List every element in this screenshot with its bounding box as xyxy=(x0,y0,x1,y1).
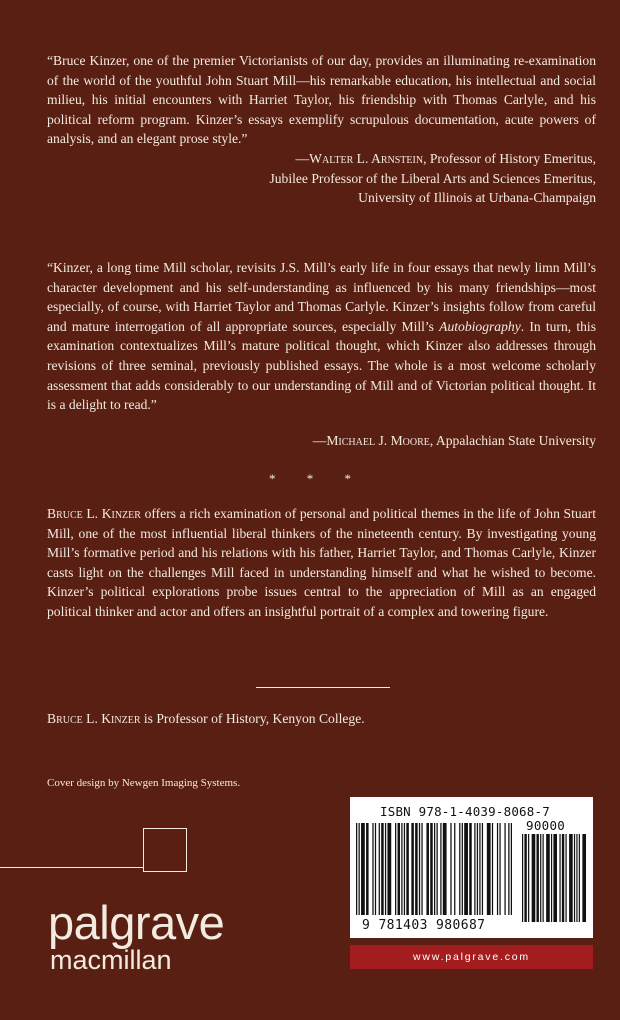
author-bio-name: Bruce L. Kinzer xyxy=(47,711,141,726)
barcode-bar xyxy=(379,823,380,915)
barcode-bar xyxy=(540,834,541,922)
cover-credit: Cover design by Newgen Imaging Systems. xyxy=(47,777,241,789)
barcode-main-bars xyxy=(356,823,512,915)
barcode-bar xyxy=(361,823,365,915)
barcode-bar xyxy=(434,823,435,915)
barcode-bar xyxy=(385,823,386,915)
horizontal-rule xyxy=(256,687,390,688)
blurb-moore-book-title: Autobiography xyxy=(439,318,521,334)
barcode-bar xyxy=(479,823,480,915)
blurb-moore-quote xyxy=(47,258,596,415)
blurb-moore-attribution xyxy=(36,431,596,451)
logo-wordmark: palgrave xyxy=(48,896,225,949)
blurb-arnstein-quote: “Bruce Kinzer, one of the premier Victorianists of our day, provides an illuminating re-examination of the world of the youthful John Stuart Mill—his remarkable education, his intellectual and social milieu, his initial encounters with Harriet Taylor, his friendship with Thomas Carlyle, and his political reform program. Kinzer’s essays exemplify scrupulous documentation, acute powers of analysis, and an elegant prose style.” xyxy=(47,53,596,147)
attribution-arnstein-title: , Professor of History Emeritus, xyxy=(423,151,596,166)
barcode-bar xyxy=(536,834,538,922)
barcode-bar xyxy=(440,823,441,915)
barcode-bar xyxy=(474,823,475,915)
blurb-arnstein-attribution xyxy=(36,149,596,208)
barcode-bar xyxy=(401,823,402,915)
barcode-bar xyxy=(499,823,500,915)
decorative-square xyxy=(143,828,187,872)
barcode-bar xyxy=(562,834,564,922)
barcode-bar xyxy=(366,823,369,915)
book-description xyxy=(47,504,596,622)
barcode-bar xyxy=(524,834,526,922)
barcode-bar xyxy=(482,823,483,915)
attribution-arnstein-line-2: Jubilee Professor of the Liberal Arts and Sciences Emeritus, xyxy=(269,170,596,186)
barcode-bar xyxy=(574,834,575,922)
barcode-digits: 9 781403 980687 xyxy=(362,918,486,933)
attribution-arnstein-line-3: University of Illinois at Urbana-Champaign xyxy=(358,190,596,206)
barcode-bar xyxy=(356,823,357,915)
barcode-bar xyxy=(437,823,438,915)
barcode-bar xyxy=(459,823,460,915)
barcode-bar xyxy=(553,834,557,922)
barcode-bar xyxy=(546,834,550,922)
barcode-bar xyxy=(504,823,505,915)
barcode-bar xyxy=(569,834,573,922)
description-text: offers a rich examination of personal and political themes in the life of John Stuart Mill, one of the most influential liberal thinkers of the nineteenth century. By investigating young Mill’s formative period and his relations with his father, Harriet Taylor, and Thomas Carlyle, Kinzer casts light on the challenges Mill faced in understanding himself and what he wished to become. Kinzer’s political explorations probe issues central to the appreciation of Mill as an engaged political thinker and actor and offers an insightful portrait of a complex and towering figure. xyxy=(47,506,596,619)
barcode-bar xyxy=(576,834,577,922)
attribution-moore-name: —Michael J. Moore xyxy=(312,433,430,448)
blurb-moore-text-after: . In turn, this examination contextualizes Mill’s mature political thought, which Kinzer also addresses through revisions of three seminal, previously published essays. The whole is a most welcome scholarly assessment that adds considerably to our understanding of Mill and of Victorian political thought. It is a delight to read.” xyxy=(47,318,596,413)
barcode-bar xyxy=(450,823,451,915)
barcode-bar xyxy=(582,834,586,922)
barcode-bar xyxy=(579,834,580,922)
barcode-bar xyxy=(464,823,468,915)
description-author-name: Bruce L. Kinzer xyxy=(47,506,141,521)
barcode-bar xyxy=(395,823,396,915)
section-separator: * * * xyxy=(269,471,365,486)
barcode-bar xyxy=(497,823,498,915)
author-bio-text: is Professor of History, Kenyon College. xyxy=(140,711,365,726)
blurb-moore-text-before: “Kinzer, a long time Mill scholar, revisits J.S. Mill’s early life in four essays that newly limn Mill’s character development and his self-understanding as influenced by his many friendships—most especially, of course, with Harriet Taylor and Thomas Carlyle. Kinzer’s insights follow from careful and mature interrogation of all appropriate sources, especially Mill’s xyxy=(47,260,596,334)
attribution-moore-line xyxy=(36,431,596,451)
barcode-bar xyxy=(411,823,414,915)
attribution-arnstein-line-1 xyxy=(36,149,596,169)
barcode-addon-label: 90000 xyxy=(526,818,566,833)
barcode-bar xyxy=(359,823,360,915)
barcode-bar xyxy=(381,823,384,915)
barcode-bar xyxy=(543,834,544,922)
barcode-bar xyxy=(492,823,493,915)
barcode-bar xyxy=(426,823,429,915)
author-bio xyxy=(47,709,596,729)
barcode-bar xyxy=(477,823,478,915)
barcode-bar xyxy=(404,823,405,915)
barcode-bar xyxy=(532,834,536,922)
barcode-bar xyxy=(462,823,463,915)
barcode-bar xyxy=(511,823,512,915)
barcode-bar xyxy=(430,823,433,915)
barcode-bar xyxy=(559,834,560,922)
barcode-bar xyxy=(508,823,509,915)
barcode-bar xyxy=(454,823,455,915)
decorative-line xyxy=(0,867,143,868)
barcode-addon-bars xyxy=(522,834,586,922)
barcode-bar xyxy=(415,823,418,915)
barcode-bar xyxy=(469,823,472,915)
barcode-bar xyxy=(522,834,523,922)
barcode-panel xyxy=(350,797,593,938)
website-bar[interactable]: www.palgrave.com xyxy=(350,945,593,969)
barcode-bar xyxy=(406,823,409,915)
logo-subline: macmillan xyxy=(50,945,172,975)
palgrave-macmillan-logo xyxy=(48,896,225,975)
isbn-label: ISBN 978-1-4039-8068-7 xyxy=(380,804,550,819)
barcode-bar xyxy=(487,823,491,915)
barcode-bar xyxy=(419,823,420,915)
barcode-bar xyxy=(443,823,447,915)
barcode-bar xyxy=(398,823,401,915)
barcode-bar xyxy=(565,834,566,922)
attribution-arnstein-name: —Walter L. Arnstein xyxy=(295,151,424,166)
barcode-bar xyxy=(528,834,529,922)
barcode-bar xyxy=(421,823,422,915)
barcode-bar xyxy=(372,823,373,915)
attribution-moore-affiliation: , Appalachian State University xyxy=(429,433,596,448)
barcode-bar xyxy=(387,823,391,915)
barcode-bar xyxy=(551,834,552,922)
barcode-bar xyxy=(375,823,376,915)
